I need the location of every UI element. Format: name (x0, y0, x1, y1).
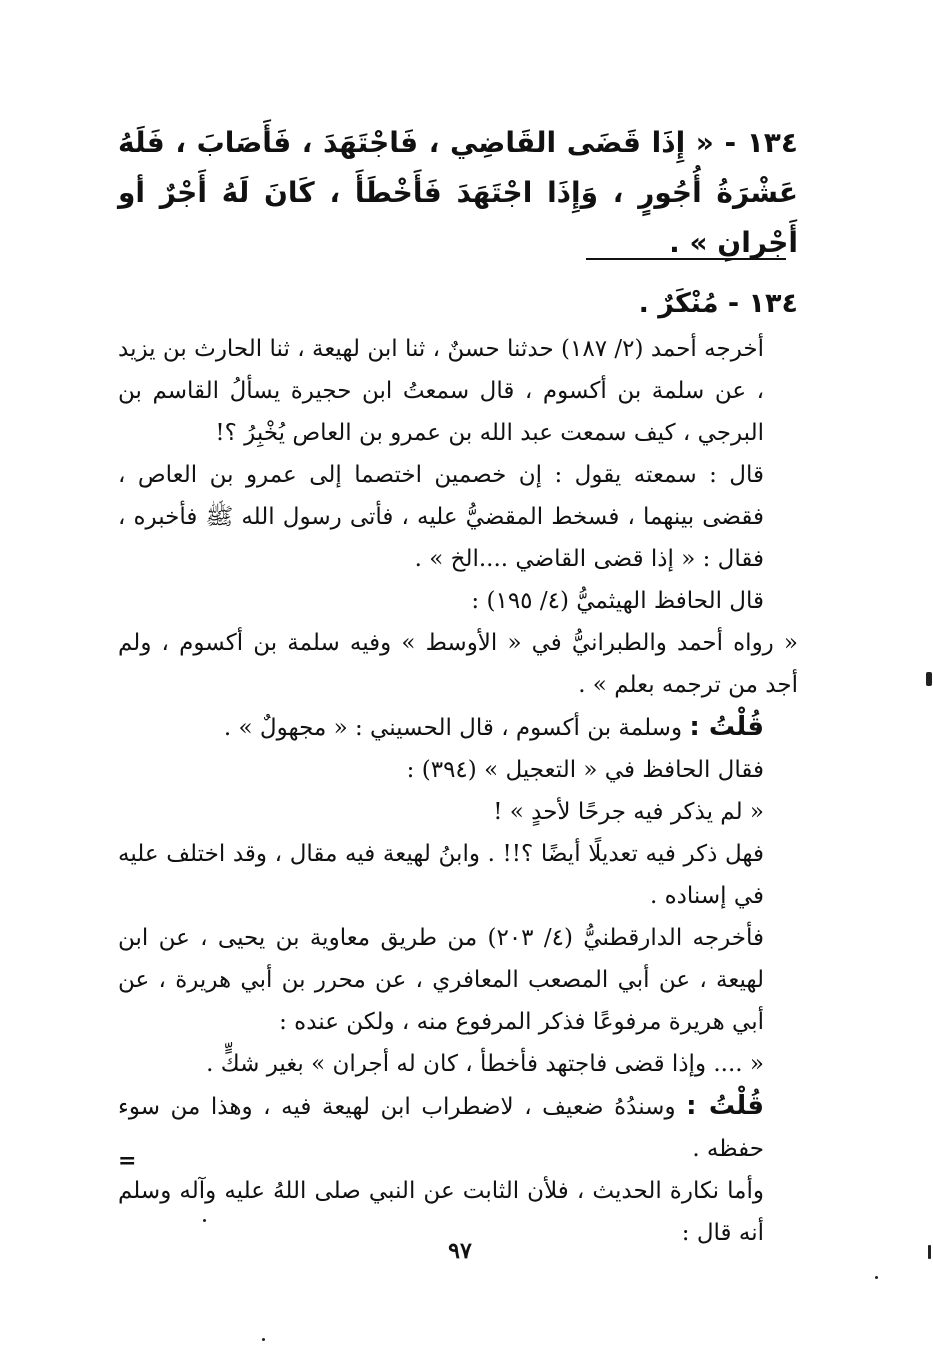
paragraph: فأخرجه الدارقطنيُّ (٤/ ٢٠٣) من طريق معاوية بن يحيى ، عن ابن لهيعة ، عن أبي المصعب المعافري ، عن محرر بن أبي هريرة ، عن أبي هريرة مرفوعًا فذكر المرفوع منه ، ولكن عنده : (118, 925, 764, 1035)
paragraph: وأما نكارة الحديث ، فلأن الثابت عن النبي صلى اللهُ عليه وآله وسلم أنه قال : (118, 1178, 764, 1246)
footnote-separator (586, 258, 786, 260)
quotation: « لم يذكر فيه جرحًا لأحدٍ » ! (493, 799, 764, 825)
quotation: « رواه أحمد والطبرانيُّ في « الأوسط » وفيه سلمة بن أكسوم ، ولم أجد من ترجمه بعلم » . (118, 630, 798, 698)
paragraph: قال الحافظ الهيثميُّ (٤/ ١٩٥) : (471, 588, 764, 614)
scan-speck (875, 1276, 878, 1279)
quotation: « .... وإذا قضى فاجتهد فأخطأ ، كان له أجران » بغير شكٍّ . (206, 1051, 764, 1077)
hadith-text: ١٣٤ - « إِذَا قَضَى القَاضِي ، فَاجْتَهَدَ ، فَأَصَابَ ، فَلَهُ عَشْرَةُ أُجُورٍ ، وَإِذَا اجْتَهَدَ فَأَخْطَأَ ، كَانَ لَهُ أَجْرٌ أو أَجْرانِ » . (118, 126, 798, 259)
paragraph: قال : سمعته يقول : إن خصمين اختصما إلى عمرو بن العاص ، فقضى بينهما ، فسخط المقضيُّ عليه ، فأتى رسول الله ﷺ فأخبره ، فقال : « إذا قضى القاضي ....الخ » . (118, 462, 764, 572)
commentary-heading: ١٣٤ - مُنْكَرٌ . (638, 288, 798, 319)
paragraph-text: وسلمة بن أكسوم ، قال الحسيني : « مجهولٌ » . (223, 715, 683, 741)
scan-speck (926, 672, 932, 686)
commentary (118, 282, 798, 1254)
scan-speck (262, 1338, 265, 1341)
paragraph (118, 706, 798, 749)
keyword-qultu: قُلْتُ : (689, 712, 764, 742)
paragraph (118, 1085, 798, 1170)
scan-speck (928, 1245, 931, 1259)
continuation-mark: = (118, 1148, 137, 1174)
keyword-qultu: قُلْتُ : (686, 1091, 764, 1121)
paragraph: فهل ذكر فيه تعديلًا أيضًا ؟!! . وابنُ لهيعة فيه مقال ، وقد اختلف عليه في إسناده . (118, 841, 764, 909)
paragraph: فقال الحافظ في « التعجيل » (٣٩٤) : (406, 757, 764, 783)
page-number: ٩٧ (448, 1238, 472, 1264)
paragraph: أخرجه أحمد (٢/ ١٨٧) حدثنا حسنٌ ، ثنا ابن لهيعة ، ثنا الحارث بن يزيد ، عن سلمة بن أكسوم ، قال سمعتُ ابن حجيرة يسألُ القاسم بن البرجي ، كيف سمعت عبد الله بن عمرو بن العاص يُخْبِرُ ؟! (118, 336, 765, 446)
scan-speck (203, 1219, 206, 1222)
paragraph-text: وسندُهُ ضعيف ، لاضطراب ابن لهيعة فيه ، وهذا من سوء حفظه . (118, 1094, 764, 1162)
